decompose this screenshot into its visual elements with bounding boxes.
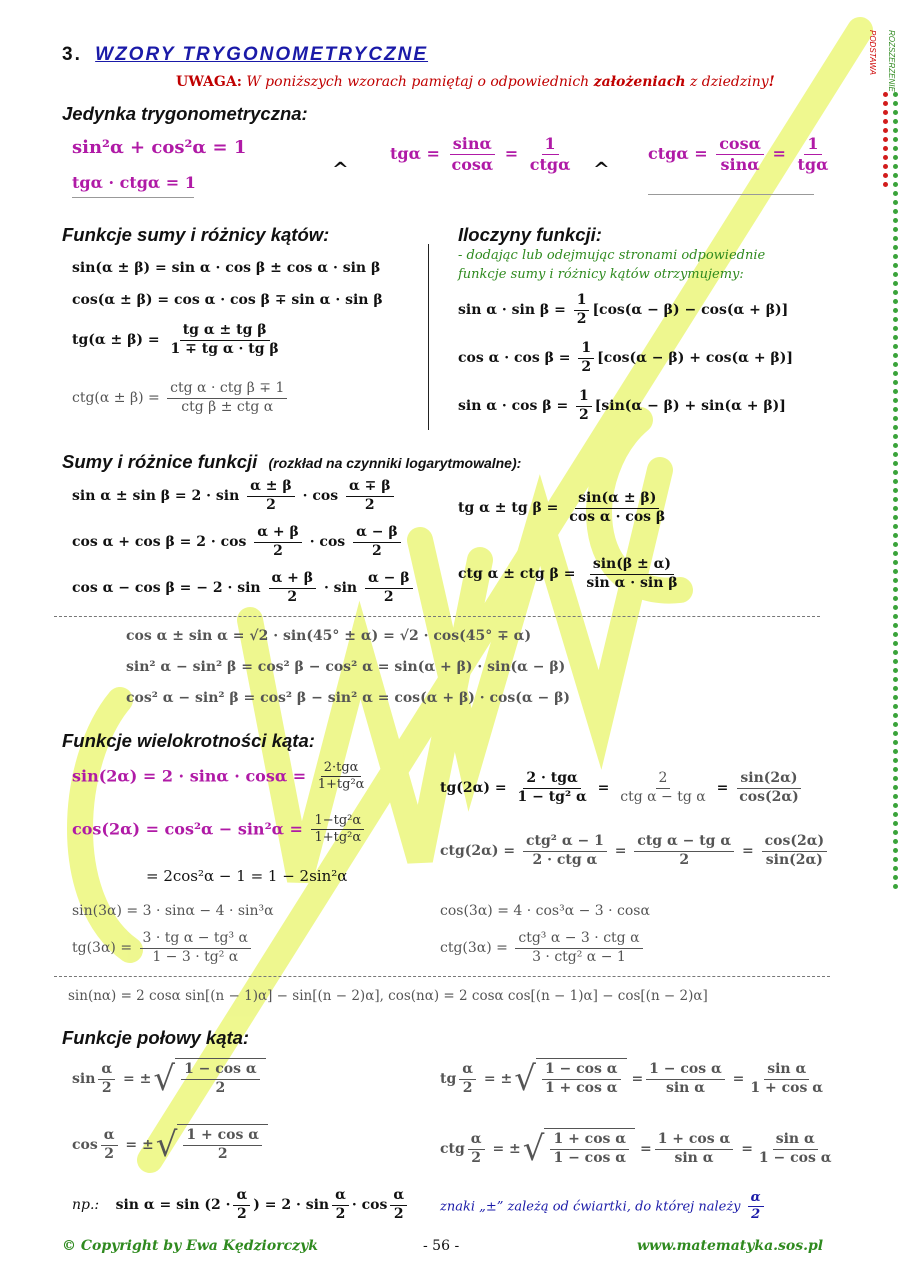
ctg-definition: ctgα = $\frac{\cos\alpha}{\sin\alpha}$ = $\frac{1}{\text{tgα}}$ — [648, 134, 829, 174]
side-tab-basic: PODSTAWA — [868, 30, 877, 75]
section-half: Funkcje połowy kąta: — [62, 1027, 250, 1048]
warning-note: UWAGA: W poniższych wzorach pamiętaj o odpowiednich założeniach z dziedziny! — [176, 74, 775, 90]
sin-double-formula: sin(2α) = 2 · sinα · cosα = $\frac{\text{2·tgα}}{\text{1+tg²α}}$ — [72, 760, 365, 793]
section-products: Iloczyny funkcji: — [458, 224, 602, 245]
footer-site-link[interactable]: www.matematyka.sos.pl — [637, 1238, 824, 1254]
section-sums: Sumy i różnice funkcji (rozkład na czynniki logarytmowalne): — [62, 451, 522, 472]
extended-dots — [893, 92, 899, 893]
cos-double-formula: cos(2α) = cos²α − sin²α = $\frac{\text{1−tg²α}}{\text{1+tg²α}}$ — [72, 813, 367, 847]
example-formula: np.: sin α = sin (2 · $\frac{\alpha}{2}$ ) = 2 · sin $\frac{\alpha}{2}$ · cos $\frac{\alpha}{2}$ — [72, 1187, 410, 1223]
sin-half-formula: sin $\frac{\alpha}{2}$ = ±√ $\frac{\text{1 − cos α}}{2}$ — [72, 1058, 266, 1099]
tg-triple-formula: tg(3α) = $\frac{\text{3 · tg α − tg³ α}}{\text{1 − 3 · tg² α}}$ — [72, 930, 254, 966]
sum-sin-formula: sin α ± sin β = 2 · sin $\frac{\alpha \pm \beta}{2}$ · cos $\frac{\alpha \mp \beta}{2}$ — [72, 478, 397, 514]
ctg-sum-formula: ctg(α ± β) = $\frac{\text{ctg α · ctg β ∓ 1}}{\text{ctg β ± ctg α}}$ — [72, 380, 290, 416]
sum-tg-formula: tg α ± tg β = $\frac{\sin(\alpha \pm \beta)}{\text{cos α · cos β}}$ — [458, 490, 666, 525]
and-sign-2: ^ — [593, 157, 610, 181]
cos-sum-formula: cos(α ± β) = cos α · cos β ∓ sin α · sin β — [72, 292, 383, 308]
ctg-triple-formula: ctg(3α) = $\frac{\text{ctg³ α − 3 · ctg α}}{\text{3 · ctg² α − 1}}$ — [440, 930, 646, 966]
extended-formula-2: sin² α − sin² β = cos² β − cos² α = sin(α + β) · sin(α − β) — [126, 659, 566, 675]
products-note: - dodając lub odejmując stronami odpowiednie funkcje sumy i różnicy kątów otrzymujemy: — [458, 248, 766, 282]
section-identity: Jedynka trygonometryczna: — [62, 103, 308, 124]
tg-ctg-identity: tgα · ctgα = 1 — [72, 173, 196, 192]
extended-formula-1: cos α ± sin α = √2 · sin(45° ± α) = √2 · cos(45° ∓ α) — [126, 628, 532, 644]
product-cos-cos: cos α · cos β = $\frac{1}{2}$ [cos(α − β) + cos(α + β)] — [458, 340, 793, 375]
product-sin-sin: sin α · sin β = $\frac{1}{2}$ [cos(α − β) − cos(α + β)] — [458, 292, 789, 327]
basic-dots — [883, 92, 889, 191]
sum-cos-formula: cos α + cos β = 2 · cos $\frac{\alpha + \beta}{2}$ · cos $\frac{\alpha - \beta}{2}$ — [72, 524, 404, 560]
sin-sum-formula: sin(α ± β) = sin α · cos β ± cos α · sin β — [72, 260, 381, 276]
cos-double-alt: = 2cos²α − 1 = 1 − 2sin²α — [146, 867, 348, 885]
cos-triple-formula: cos(3α) = 4 · cos³α − 3 · cosα — [440, 903, 650, 919]
title-number: 3. — [62, 44, 82, 65]
tg-definition: tgα = $\frac{\sin\alpha}{\cos\alpha}$ = $\frac{1}{\text{ctgα}}$ — [390, 134, 571, 174]
sin-triple-formula: sin(3α) = 3 · sinα − 4 · sin³α — [72, 903, 274, 919]
section-sum-diff: Funkcje sumy i różnicy kątów: — [62, 224, 330, 245]
section-multiple: Funkcje wielokrotności kąta: — [62, 730, 315, 751]
cos-half-formula: cos $\frac{\alpha}{2}$ = ±√ $\frac{\text{1 + cos α}}{2}$ — [72, 1124, 268, 1165]
ctg-double-formula: ctg(2α) = $\frac{\text{ctg² α − 1}}{\text{2 · ctg α}}$ = $\frac{\text{ctg α − tg α}}{2}$ = $\frac{\cos(2\alpha)}{\sin(2\alpha)}$ — [440, 833, 830, 869]
signs-note: znaki „±” zależą od ćwiartki, do której należy $\frac{\alpha}{2}$ — [440, 1190, 767, 1224]
and-sign-1: ^ — [332, 157, 349, 181]
recurrence-formula: sin(nα) = 2 cosα sin[(n − 1)α] − sin[(n − 2)α], cos(nα) = 2 cosα cos[(n − 1)α] − cos[(n − 2)α] — [68, 988, 708, 1004]
tg-half-formula: tg $\frac{\alpha}{2}$ = ±√ $\frac{\text{1 − cos α}}{\text{1 + cos α}}$ = $\frac{\text{1 − cos α}}{\text{sin α}}$ = $\frac{\text{sin α}}{\text{1 + cos α}}$ — [440, 1059, 824, 1099]
product-sin-cos: sin α · cos β = $\frac{1}{2}$ [sin(α − β) + sin(α + β)] — [458, 388, 786, 423]
sum-ctg-formula: ctg α ± ctg β = $\frac{\sin(\beta \pm \alpha)}{\text{sin α · sin β}}$ — [458, 556, 678, 591]
page-title — [62, 44, 428, 66]
diff-cos-formula: cos α − cos β = − 2 · sin $\frac{\alpha + \beta}{2}$ · sin $\frac{\alpha - \beta}{2}$ — [72, 570, 416, 606]
ctg-half-formula: ctg $\frac{\alpha}{2}$ = ±√ $\frac{\text{1 + cos α}}{\text{1 − cos α}}$ = $\frac{\text{1 + cos α}}{\text{sin α}}$ = $\frac{\text{sin α}}{\text{1 − cos α}}$ — [440, 1129, 832, 1169]
side-tab-extended: ROZSZERZENIE — [887, 30, 896, 92]
footer-page-number: - 56 - — [423, 1238, 460, 1254]
tg-sum-formula: tg(α ± β) = $\frac{\text{tg α ± tg β}}{\text{1 ∓ tg α · tg β}}$ — [72, 322, 279, 357]
pythagorean-identity: sin²α + cos²α = 1 — [72, 137, 247, 158]
title-text: WZORY TRYGONOMETRYCZNE — [95, 44, 429, 65]
footer-copyright: © Copyright by Ewa Kędziorczyk — [62, 1238, 318, 1254]
tg-double-formula: tg(2α) = $\frac{\text{2 · tgα}}{\text{1 − tg² α}}$ = $\frac{2}{\text{ctg α − tg α}}$ = $\frac{\sin(2\alpha)}{\cos(2\alpha)}$ — [440, 770, 799, 805]
extended-formula-3: cos² α − sin² β = cos² β − sin² α = cos(α + β) · cos(α − β) — [126, 690, 571, 706]
